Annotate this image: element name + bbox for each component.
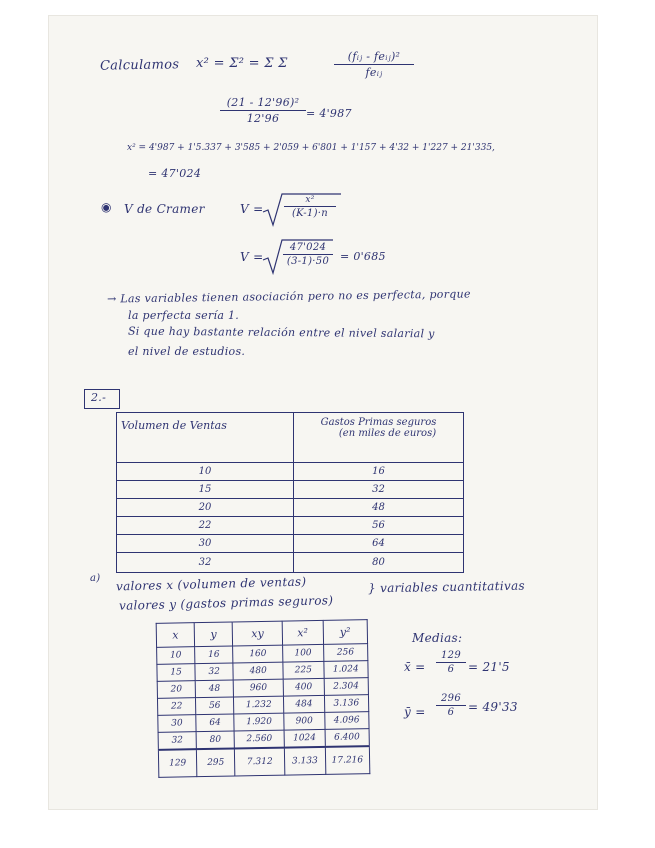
cramer-denominator: (K-1)·n <box>291 208 328 219</box>
conclusion-line-2: la perfecta sería 1. <box>128 309 240 322</box>
bullet-icon: ◉ <box>101 200 112 214</box>
sales-cell: 64 <box>294 535 464 553</box>
calc-header-xy: xy <box>232 621 282 646</box>
calc-cell: 2.560 <box>234 730 284 748</box>
calc-cell: 4.096 <box>324 712 369 730</box>
sales-cell: 32 <box>294 481 464 499</box>
calc-cell: 15 <box>157 664 195 682</box>
calc-cell: 30 <box>158 715 196 733</box>
calc-cell: 1.232 <box>234 696 284 714</box>
sales-header-gastos <box>294 413 464 463</box>
fraction-numerator: (fᵢⱼ - feᵢⱼ)² <box>347 50 401 63</box>
sales-header-volume: Volumen de Ventas <box>117 413 294 463</box>
sales-cell: 15 <box>117 481 294 499</box>
mean-y-numerator: 296 <box>441 693 461 704</box>
example-numerator: (21 - 12'96)² <box>226 96 300 109</box>
cramer-calc-denominator: (3-1)·50 <box>286 256 330 267</box>
chi-square-definition: x² = Σ² = Σ Σ <box>196 56 288 71</box>
calc-cell: 6.400 <box>325 729 370 747</box>
sales-cell: 30 <box>117 535 294 553</box>
calc-total: 3.133 <box>284 746 325 775</box>
cramer-result: = 0'685 <box>340 250 386 263</box>
example-result: = 4'987 <box>306 107 352 120</box>
mean-y-lhs: ȳ = <box>404 705 426 719</box>
calc-cell: 900 <box>284 712 325 730</box>
mean-x-numerator: 129 <box>441 650 461 661</box>
calc-cell: 32 <box>158 732 196 750</box>
calc-cell: 256 <box>323 644 368 662</box>
cramer-calc-fraction <box>283 242 333 267</box>
calc-cell: 100 <box>283 644 324 662</box>
calc-table <box>156 619 371 778</box>
sales-cell: 48 <box>294 499 464 517</box>
sales-cell: 16 <box>294 463 464 481</box>
calc-cell: 484 <box>284 695 325 713</box>
cramer-numerator: x² <box>305 195 315 205</box>
calc-header-y: y <box>194 622 233 647</box>
mean-y-denominator: 6 <box>447 707 455 718</box>
calc-header-x2: x² <box>282 620 323 645</box>
calc-header-x: x <box>156 623 195 648</box>
calc-cell: 20 <box>157 681 195 699</box>
mean-x-denominator: 6 <box>447 664 455 675</box>
medias-label: Medias: <box>412 631 463 645</box>
calc-cell: 160 <box>233 645 283 663</box>
calc-cell: 64 <box>196 714 234 732</box>
cramer-label: V de Cramer <box>124 202 205 216</box>
sales-cell: 10 <box>117 463 294 481</box>
calc-cell: 3.136 <box>324 695 369 713</box>
cramer-calc-numerator: 47'024 <box>289 242 327 253</box>
calc-cell: 480 <box>233 662 283 680</box>
sales-header-gastos-line1: Gastos Primas seguros <box>320 417 437 428</box>
calc-cell: 32 <box>195 663 233 681</box>
chi-square-fraction <box>334 50 414 79</box>
calc-cell: 1.920 <box>234 713 284 731</box>
calc-label: Calculamos <box>99 57 180 74</box>
sales-cell: 32 <box>117 553 294 573</box>
sales-cell: 20 <box>117 499 294 517</box>
mean-x-result: = 21'5 <box>468 660 510 674</box>
example-denominator: 12'96 <box>246 112 280 125</box>
calc-cell: 960 <box>233 679 283 697</box>
calc-cell: 1024 <box>284 729 325 747</box>
calc-total: 17.216 <box>325 746 370 775</box>
calc-cell: 56 <box>196 697 234 715</box>
calc-cell: 16 <box>195 646 233 664</box>
calc-total: 295 <box>196 748 235 777</box>
calc-cell: 225 <box>283 661 324 679</box>
sales-table <box>116 412 464 573</box>
sales-cell: 56 <box>294 517 464 535</box>
calc-cell: 48 <box>195 680 233 698</box>
calc-cell: 80 <box>196 731 234 749</box>
mean-x-lhs: x̄ = <box>404 660 426 674</box>
mean-y-fraction <box>436 693 466 718</box>
mean-x-fraction <box>436 650 466 675</box>
chi-square-result: = 47'024 <box>148 167 202 180</box>
fraction-denominator: feᵢⱼ <box>365 66 383 79</box>
part-a-line-1: valores x (volumen de ventas) <box>115 574 307 594</box>
calc-total: 7.312 <box>235 747 285 776</box>
mean-y-result: = 49'33 <box>468 700 518 714</box>
calc-cell: 10 <box>157 647 195 665</box>
part-a-line-2: valores y (gastos primas seguros) <box>118 593 334 613</box>
calc-cell: 400 <box>283 678 324 696</box>
sales-cell: 22 <box>117 517 294 535</box>
chi-square-sum: x² = 4'987 + 1'5.337 + 3'585 + 2'059 + 6'801 + 1'157 + 4'32 + 1'227 + 21'335, <box>127 143 495 153</box>
example-fraction <box>220 96 306 125</box>
part-a-brace-note: } variables cuantitativas <box>367 578 526 596</box>
cramer-formula-lhs: V = <box>240 202 264 216</box>
calc-cell: 1.024 <box>323 661 368 679</box>
calc-total: 129 <box>158 749 197 778</box>
section-number: 2.- <box>91 391 107 404</box>
calc-cell: 2.304 <box>324 678 369 696</box>
sales-header-gastos-line2: (en miles de euros) <box>338 428 437 439</box>
conclusion-line-4: el nivel de estudios. <box>128 345 246 358</box>
conclusion-line-1: → Las variables tienen asociación pero no es perfecta, porque <box>106 287 471 306</box>
conclusion-line-3: Si que hay bastante relación entre el nivel salarial y <box>127 324 435 341</box>
calc-cell: 22 <box>157 698 195 716</box>
sales-cell: 80 <box>294 553 464 573</box>
part-a-marker: a) <box>90 573 101 584</box>
cramer-calc-lhs: V = <box>240 250 264 264</box>
calc-header-y2: y² <box>323 620 368 645</box>
cramer-fraction <box>284 195 336 219</box>
